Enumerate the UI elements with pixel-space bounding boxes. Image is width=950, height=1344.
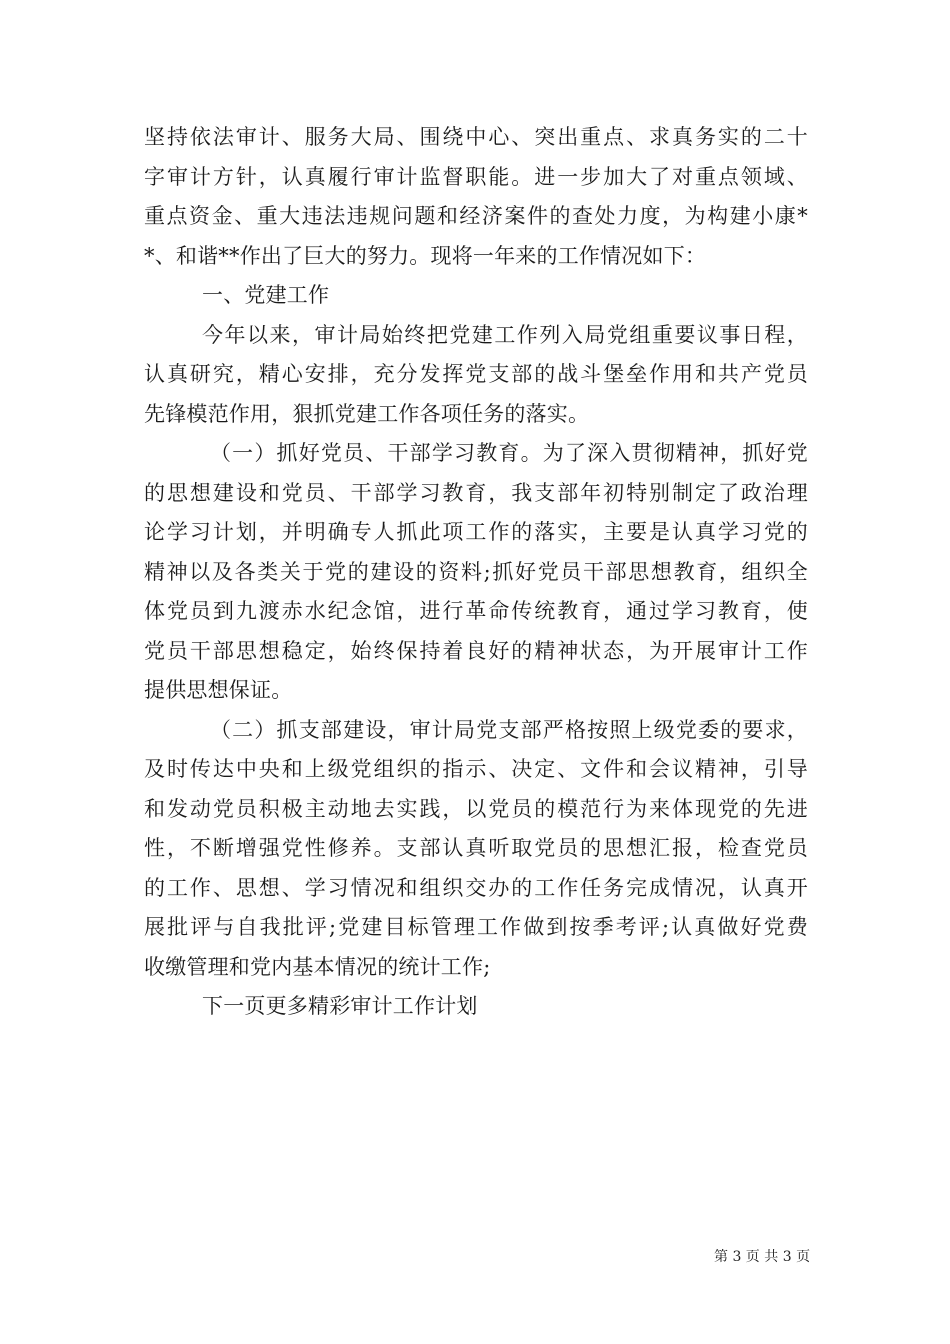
next-page-link-text: 下一页更多精彩审计工作计划 (202, 994, 478, 1018)
document-body (144, 118, 808, 1027)
subsection-line: （二）抓支部建设，审计局党支部严格按照上级党委的要求， (210, 717, 808, 742)
body-line: *、和谐**作出了巨大的努力。现将一年来的工作情况如下： (144, 243, 707, 268)
body-line: 体党员到九渡赤水纪念馆，进行革命传统教育，通过学习教育，使 (144, 599, 808, 623)
body-line: 精神以及各类关于党的建设的资料;抓好党员干部思想教育，组织全 (144, 559, 808, 584)
body-line: 提供思想保证。 (144, 678, 293, 702)
body-line: 和发动党员积极主动地去实践，以党员的模范行为来体现党的先进 (144, 796, 808, 821)
body-line: 展批评与自我批评;党建目标管理工作做到按季考评;认真做好党费 (144, 915, 808, 939)
body-line: 的工作、思想、学习情况和组织交办的工作任务完成情况，认真开 (144, 875, 808, 900)
body-line: 及时传达中央和上级党组织的指示、决定、文件和会议精神，引导 (144, 757, 808, 781)
page-number-footer: 第 3 页 共 3 页 (714, 1249, 811, 1265)
body-line: 重点资金、重大违法违规问题和经济案件的查处力度，为构建小康* (144, 204, 808, 228)
body-line: 字审计方针，认真履行审计监督职能。进一步加大了对重点领域、 (144, 164, 808, 189)
body-line: 的思想建设和党员、干部学习教育，我支部年初特别制定了政治理 (144, 480, 808, 505)
body-line: 先锋模范作用，狠抓党建工作各项任务的落实。 (144, 401, 590, 426)
section-heading: 一、党建工作 (202, 283, 330, 307)
body-line: 收缴管理和党内基本情况的统计工作; (144, 954, 491, 979)
subsection-line: （一）抓好党员、干部学习教育。为了深入贯彻精神，抓好党 (210, 441, 808, 465)
body-line: 党员干部思想稳定，始终保持着良好的精神状态，为开展审计工作 (144, 638, 808, 663)
body-line: 今年以来，审计局始终把党建工作列入局党组重要议事日程， (202, 322, 808, 347)
body-line: 性，不断增强党性修养。支部认真听取党员的思想汇报，检查党员 (144, 836, 808, 860)
body-line: 认真研究，精心安排，充分发挥党支部的战斗堡垒作用和共产党员 (144, 362, 808, 386)
body-line: 坚持依法审计、服务大局、围绕中心、突出重点、求真务实的二十 (144, 125, 808, 149)
body-line: 论学习计划，并明确专人抓此项工作的落实，主要是认真学习党的 (144, 520, 808, 544)
